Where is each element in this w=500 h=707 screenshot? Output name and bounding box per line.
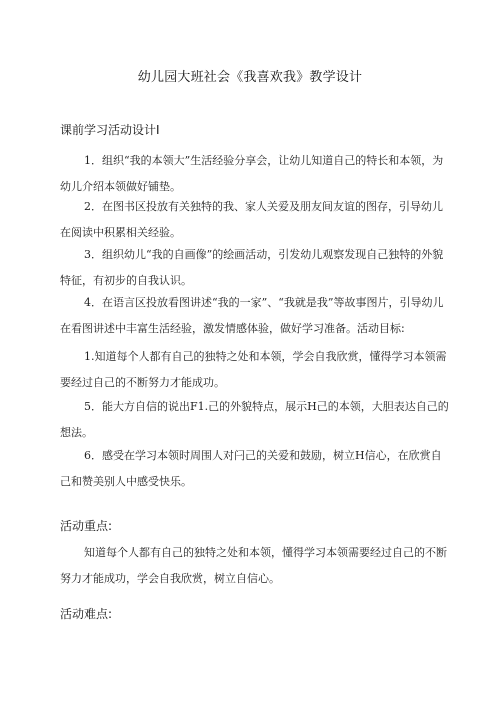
paragraph-pre-activity-1 [60, 148, 450, 200]
document-title: 幼儿园大班社会《我喜欢我》教学设计 [137, 70, 363, 85]
paragraph-focus [60, 540, 450, 592]
paragraph-text: 5．能大方自信的说出F1.己的外貌特点，展示H己的本领，大胆表达自己的想法。 [60, 400, 449, 439]
paragraph-text: 4．在语言区投放看图讲述“我的一家”、“我就是我”等故事图片，引导幼儿在看图讲述中丰富生活经验，激发情感体验，做好学习准备。 [60, 296, 444, 335]
paragraph-text: 知道每个人都有自己的独特之处和本领，懂得学习本领需要经过自己的不断努力才能成功，学会自我欣赏，树立自信心。 [60, 546, 447, 585]
section-heading-difficulty: 活动难点: [60, 607, 113, 621]
paragraph-pre-activity-2 [60, 194, 450, 246]
section-heading-goals: 活动目标: [357, 322, 405, 335]
section-heading-pre-activity: 课前学习活动设计Ⅰ [60, 123, 160, 137]
paragraph-text: 6．感受在学习本领时周围人对闩己的关爱和鼓励，树立H信心，在欣赏自己和赞美别人中感受快乐。 [60, 449, 442, 488]
section-heading-focus: 活动重点: [60, 519, 113, 533]
paragraph-goal-1 [60, 344, 450, 396]
paragraph-text: 1．组织“我的本领大”生活经验分享会，让幼儿知道自己的特长和本领，为幼儿介绍本领做好铺垫。 [60, 154, 444, 193]
paragraph-text: 1.知道每个人都有自己的独特之处和本领，学会自我欣赏，懂得学习本领需要经过自己的不断努力才能成功。 [60, 350, 447, 389]
paragraph-pre-activity-3 [60, 242, 450, 294]
paragraph-text: 2．在图书区投放有关独特的我、家人关爱及朋友间友谊的图存，引导幼儿在阅读中积累相关经验。 [60, 200, 443, 239]
paragraph-text: 3．组织幼儿“我的自画像”的绘画活动，引发幼儿观察发现自己独特的外貌特征，有初步的自我认识。 [60, 248, 444, 287]
paragraph-goal-3 [60, 443, 450, 495]
paragraph-pre-activity-4 [60, 290, 450, 342]
paragraph-goal-2 [60, 394, 450, 446]
